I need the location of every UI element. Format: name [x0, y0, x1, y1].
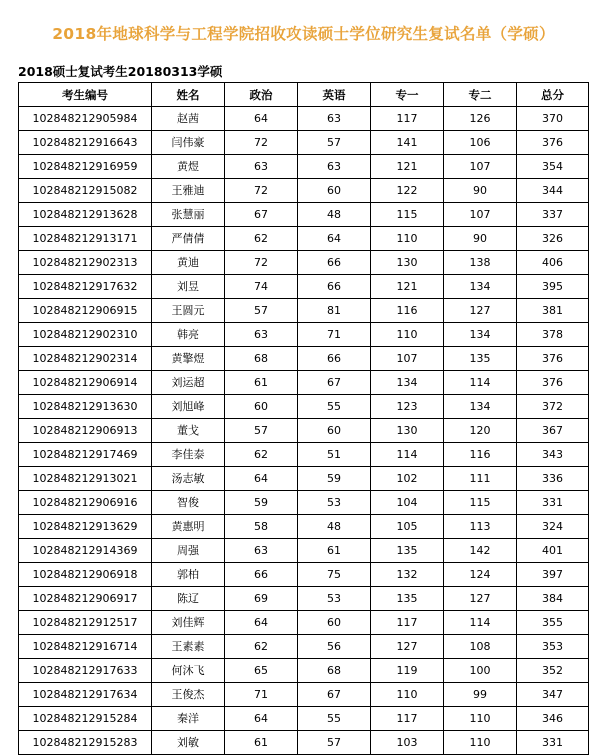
politics-cell: 62: [225, 227, 298, 251]
name-cell: 闫伟豪: [152, 131, 225, 155]
candidate-id-cell: 102848212915283: [19, 731, 152, 755]
candidate-id-cell: 102848212917632: [19, 275, 152, 299]
major-one-cell: 110: [371, 227, 444, 251]
major-two-cell: 115: [444, 491, 517, 515]
english-cell: 60: [298, 419, 371, 443]
candidate-id-cell: 102848212916959: [19, 155, 152, 179]
major-one-cell: 116: [371, 299, 444, 323]
name-cell: 刘敏: [152, 731, 225, 755]
major-one-cell: 123: [371, 395, 444, 419]
name-cell: 刘运超: [152, 371, 225, 395]
total-cell: 376: [517, 347, 589, 371]
major-two-cell: 100: [444, 659, 517, 683]
english-cell: 67: [298, 683, 371, 707]
candidate-id-cell: 102848212917633: [19, 659, 152, 683]
candidate-id-cell: 102848212917634: [19, 683, 152, 707]
politics-cell: 64: [225, 707, 298, 731]
politics-cell: 72: [225, 251, 298, 275]
english-cell: 75: [298, 563, 371, 587]
politics-cell: 66: [225, 563, 298, 587]
major-one-cell: 117: [371, 707, 444, 731]
candidate-id-cell: 102848212913171: [19, 227, 152, 251]
name-cell: 智俊: [152, 491, 225, 515]
candidate-id-cell: 102848212917469: [19, 443, 152, 467]
major-one-cell: 115: [371, 203, 444, 227]
header-total: 总分: [517, 83, 589, 107]
total-cell: 372: [517, 395, 589, 419]
politics-cell: 63: [225, 155, 298, 179]
major-two-cell: 110: [444, 731, 517, 755]
politics-cell: 71: [225, 683, 298, 707]
table-row: [19, 227, 589, 251]
english-cell: 55: [298, 395, 371, 419]
total-cell: 326: [517, 227, 589, 251]
major-two-cell: 127: [444, 299, 517, 323]
header-major-two: 专二: [444, 83, 517, 107]
major-one-cell: 107: [371, 347, 444, 371]
table-row: [19, 635, 589, 659]
candidate-id-cell: 102848212905984: [19, 107, 152, 131]
name-cell: 王雅迪: [152, 179, 225, 203]
name-cell: 陈辽: [152, 587, 225, 611]
major-one-cell: 127: [371, 635, 444, 659]
name-cell: 周强: [152, 539, 225, 563]
major-two-cell: 134: [444, 275, 517, 299]
major-two-cell: 108: [444, 635, 517, 659]
name-cell: 韩亮: [152, 323, 225, 347]
major-two-cell: 134: [444, 323, 517, 347]
politics-cell: 68: [225, 347, 298, 371]
total-cell: 331: [517, 731, 589, 755]
header-politics: 政治: [225, 83, 298, 107]
total-cell: 370: [517, 107, 589, 131]
english-cell: 68: [298, 659, 371, 683]
english-cell: 48: [298, 515, 371, 539]
english-cell: 60: [298, 611, 371, 635]
english-cell: 66: [298, 251, 371, 275]
name-cell: 刘旭峰: [152, 395, 225, 419]
header-candidate-id: 考生编号: [19, 83, 152, 107]
candidate-id-cell: 102848212913630: [19, 395, 152, 419]
header-major-one: 专一: [371, 83, 444, 107]
politics-cell: 57: [225, 299, 298, 323]
major-two-cell: 111: [444, 467, 517, 491]
english-cell: 63: [298, 155, 371, 179]
header-row: [19, 83, 589, 107]
english-cell: 53: [298, 587, 371, 611]
candidate-id-cell: 102848212906915: [19, 299, 152, 323]
major-one-cell: 117: [371, 611, 444, 635]
total-cell: 355: [517, 611, 589, 635]
english-cell: 66: [298, 347, 371, 371]
english-cell: 60: [298, 179, 371, 203]
english-cell: 67: [298, 371, 371, 395]
table-row: [19, 371, 589, 395]
politics-cell: 59: [225, 491, 298, 515]
politics-cell: 58: [225, 515, 298, 539]
major-one-cell: 119: [371, 659, 444, 683]
total-cell: 344: [517, 179, 589, 203]
name-cell: 严倩倩: [152, 227, 225, 251]
major-one-cell: 114: [371, 443, 444, 467]
total-cell: 354: [517, 155, 589, 179]
table-row: [19, 203, 589, 227]
major-two-cell: 110: [444, 707, 517, 731]
table-row: [19, 107, 589, 131]
total-cell: 353: [517, 635, 589, 659]
politics-cell: 74: [225, 275, 298, 299]
major-two-cell: 134: [444, 395, 517, 419]
major-one-cell: 132: [371, 563, 444, 587]
table-row: [19, 155, 589, 179]
major-one-cell: 104: [371, 491, 444, 515]
table-row: [19, 395, 589, 419]
english-cell: 81: [298, 299, 371, 323]
politics-cell: 62: [225, 443, 298, 467]
name-cell: 王圆元: [152, 299, 225, 323]
major-two-cell: 142: [444, 539, 517, 563]
politics-cell: 57: [225, 419, 298, 443]
major-two-cell: 135: [444, 347, 517, 371]
table-row: [19, 323, 589, 347]
politics-cell: 65: [225, 659, 298, 683]
politics-cell: 60: [225, 395, 298, 419]
candidate-id-cell: 102848212913021: [19, 467, 152, 491]
table-row: [19, 491, 589, 515]
english-cell: 66: [298, 275, 371, 299]
major-one-cell: 117: [371, 107, 444, 131]
total-cell: 406: [517, 251, 589, 275]
name-cell: 汤志敏: [152, 467, 225, 491]
major-one-cell: 141: [371, 131, 444, 155]
english-cell: 53: [298, 491, 371, 515]
politics-cell: 63: [225, 323, 298, 347]
table-row: [19, 419, 589, 443]
english-cell: 63: [298, 107, 371, 131]
header-name: 姓名: [152, 83, 225, 107]
table-row: [19, 131, 589, 155]
major-two-cell: 113: [444, 515, 517, 539]
major-two-cell: 106: [444, 131, 517, 155]
candidate-id-cell: 102848212906913: [19, 419, 152, 443]
total-cell: 401: [517, 539, 589, 563]
major-one-cell: 121: [371, 155, 444, 179]
major-two-cell: 120: [444, 419, 517, 443]
name-cell: 黄擎煜: [152, 347, 225, 371]
politics-cell: 63: [225, 539, 298, 563]
politics-cell: 72: [225, 131, 298, 155]
politics-cell: 61: [225, 731, 298, 755]
total-cell: 376: [517, 131, 589, 155]
politics-cell: 67: [225, 203, 298, 227]
table-row: [19, 707, 589, 731]
major-two-cell: 127: [444, 587, 517, 611]
english-cell: 61: [298, 539, 371, 563]
total-cell: 337: [517, 203, 589, 227]
name-cell: 刘佳辉: [152, 611, 225, 635]
candidate-id-cell: 102848212916643: [19, 131, 152, 155]
candidate-id-cell: 102848212913628: [19, 203, 152, 227]
english-cell: 56: [298, 635, 371, 659]
total-cell: 336: [517, 467, 589, 491]
name-cell: 何沐飞: [152, 659, 225, 683]
major-one-cell: 105: [371, 515, 444, 539]
major-two-cell: 90: [444, 179, 517, 203]
name-cell: 赵茜: [152, 107, 225, 131]
major-one-cell: 121: [371, 275, 444, 299]
english-cell: 71: [298, 323, 371, 347]
candidate-id-cell: 102848212912517: [19, 611, 152, 635]
total-cell: 346: [517, 707, 589, 731]
english-cell: 57: [298, 131, 371, 155]
candidate-id-cell: 102848212902313: [19, 251, 152, 275]
politics-cell: 64: [225, 467, 298, 491]
total-cell: 324: [517, 515, 589, 539]
table-row: [19, 467, 589, 491]
header-english: 英语: [298, 83, 371, 107]
politics-cell: 69: [225, 587, 298, 611]
major-two-cell: 138: [444, 251, 517, 275]
politics-cell: 64: [225, 107, 298, 131]
major-one-cell: 130: [371, 251, 444, 275]
major-one-cell: 110: [371, 323, 444, 347]
candidate-id-cell: 102848212906918: [19, 563, 152, 587]
candidate-id-cell: 102848212902310: [19, 323, 152, 347]
table-row: [19, 731, 589, 755]
major-two-cell: 107: [444, 155, 517, 179]
name-cell: 王素素: [152, 635, 225, 659]
table-row: [19, 587, 589, 611]
english-cell: 55: [298, 707, 371, 731]
table-caption: 2018硕士复试考生20180313学硕: [18, 64, 223, 79]
total-cell: 367: [517, 419, 589, 443]
table-row: [19, 347, 589, 371]
total-cell: 381: [517, 299, 589, 323]
name-cell: 刘昱: [152, 275, 225, 299]
total-cell: 331: [517, 491, 589, 515]
page-title: 2018年地球科学与工程学院招收攻读硕士学位研究生复试名单（学硕）: [52, 25, 555, 43]
major-one-cell: 122: [371, 179, 444, 203]
total-cell: 384: [517, 587, 589, 611]
name-cell: 秦洋: [152, 707, 225, 731]
table-row: [19, 515, 589, 539]
name-cell: 黄惠明: [152, 515, 225, 539]
politics-cell: 72: [225, 179, 298, 203]
english-cell: 51: [298, 443, 371, 467]
major-two-cell: 126: [444, 107, 517, 131]
total-cell: 352: [517, 659, 589, 683]
candidate-id-cell: 102848212906917: [19, 587, 152, 611]
major-two-cell: 124: [444, 563, 517, 587]
table-row: [19, 683, 589, 707]
name-cell: 李佳泰: [152, 443, 225, 467]
major-two-cell: 116: [444, 443, 517, 467]
major-one-cell: 130: [371, 419, 444, 443]
english-cell: 48: [298, 203, 371, 227]
major-one-cell: 134: [371, 371, 444, 395]
name-cell: 张慧丽: [152, 203, 225, 227]
candidate-id-cell: 102848212915082: [19, 179, 152, 203]
total-cell: 343: [517, 443, 589, 467]
major-one-cell: 102: [371, 467, 444, 491]
total-cell: 397: [517, 563, 589, 587]
english-cell: 57: [298, 731, 371, 755]
table-row: [19, 251, 589, 275]
major-one-cell: 110: [371, 683, 444, 707]
total-cell: 395: [517, 275, 589, 299]
name-cell: 郭柏: [152, 563, 225, 587]
table-row: [19, 299, 589, 323]
total-cell: 376: [517, 371, 589, 395]
candidate-id-cell: 102848212916714: [19, 635, 152, 659]
name-cell: 黄迪: [152, 251, 225, 275]
major-two-cell: 107: [444, 203, 517, 227]
politics-cell: 61: [225, 371, 298, 395]
candidate-id-cell: 102848212906914: [19, 371, 152, 395]
name-cell: 黄煜: [152, 155, 225, 179]
candidate-id-cell: 102848212914369: [19, 539, 152, 563]
table-row: [19, 563, 589, 587]
major-one-cell: 135: [371, 539, 444, 563]
english-cell: 64: [298, 227, 371, 251]
table-body: [19, 107, 589, 755]
name-cell: 王俊杰: [152, 683, 225, 707]
major-two-cell: 114: [444, 611, 517, 635]
major-two-cell: 99: [444, 683, 517, 707]
candidate-id-cell: 102848212902314: [19, 347, 152, 371]
total-cell: 347: [517, 683, 589, 707]
politics-cell: 64: [225, 611, 298, 635]
major-one-cell: 103: [371, 731, 444, 755]
english-cell: 59: [298, 467, 371, 491]
total-cell: 378: [517, 323, 589, 347]
politics-cell: 62: [225, 635, 298, 659]
name-cell: 董戈: [152, 419, 225, 443]
major-two-cell: 114: [444, 371, 517, 395]
candidate-id-cell: 102848212913629: [19, 515, 152, 539]
candidate-id-cell: 102848212906916: [19, 491, 152, 515]
table-row: [19, 539, 589, 563]
table-row: [19, 443, 589, 467]
candidate-table: [18, 82, 589, 755]
candidate-id-cell: 102848212915284: [19, 707, 152, 731]
major-two-cell: 90: [444, 227, 517, 251]
table-row: [19, 275, 589, 299]
major-one-cell: 135: [371, 587, 444, 611]
table-row: [19, 179, 589, 203]
table-row: [19, 659, 589, 683]
table-row: [19, 611, 589, 635]
